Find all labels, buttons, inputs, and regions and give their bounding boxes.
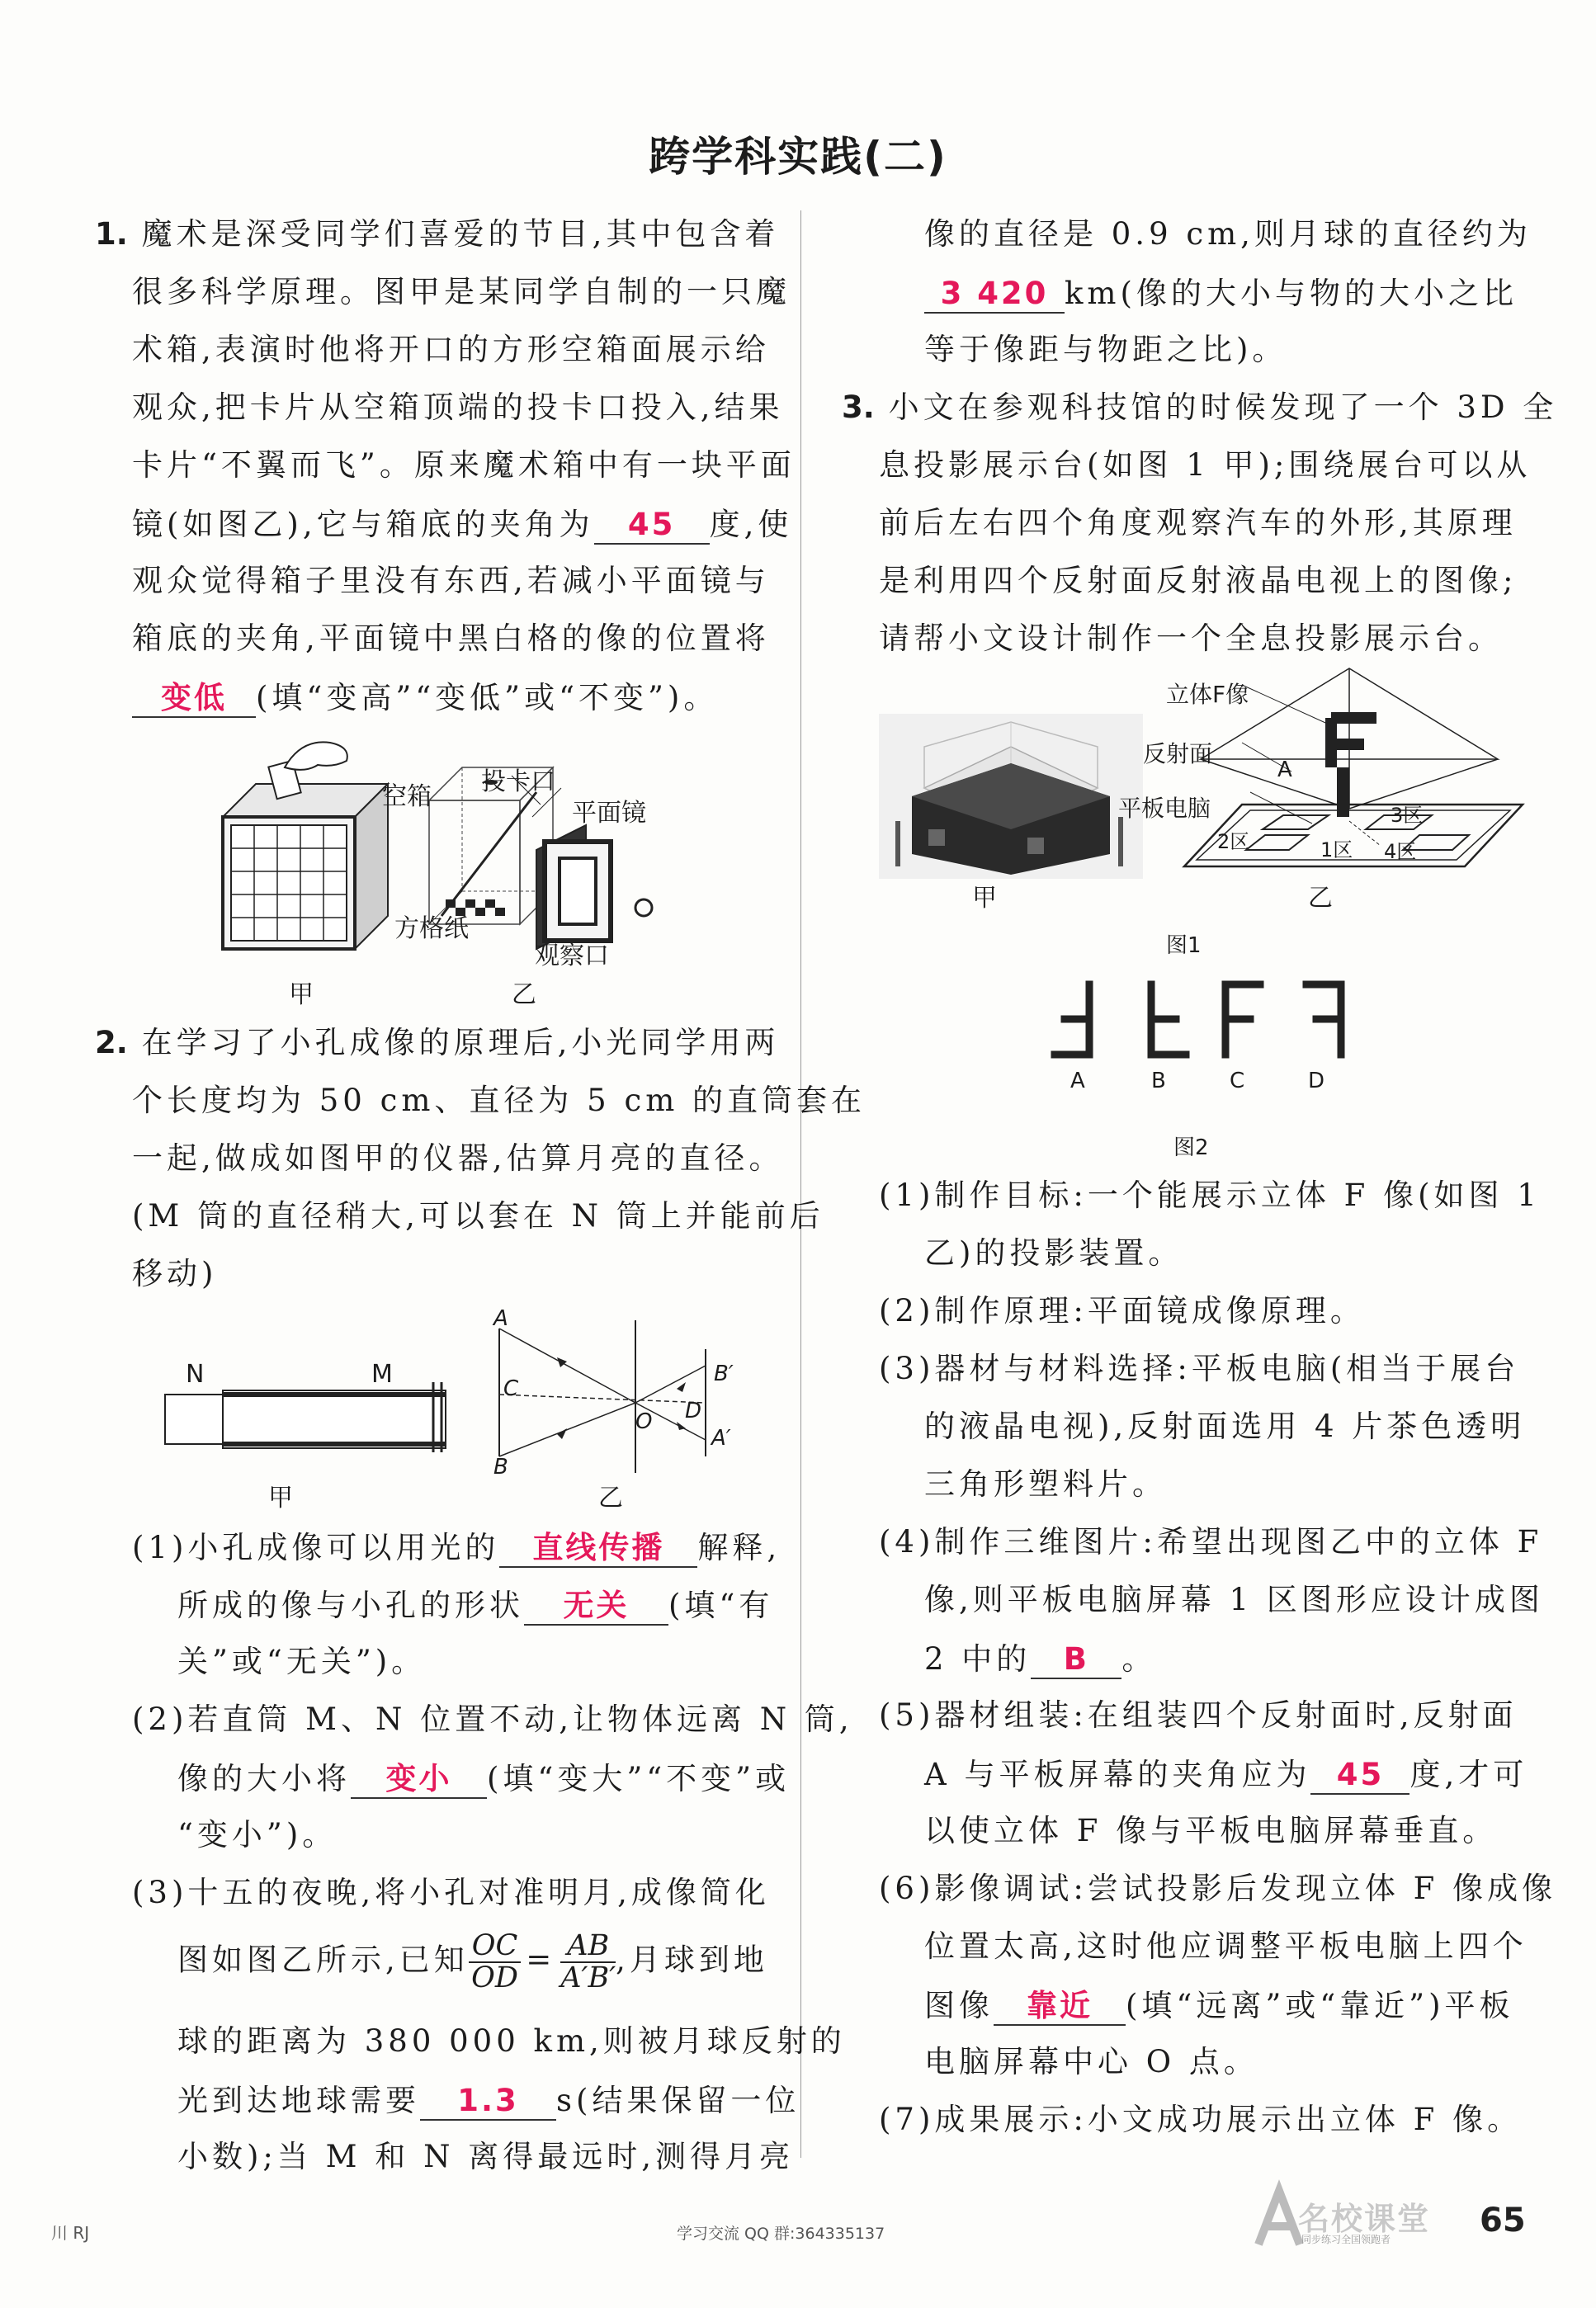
brand-logo bbox=[1250, 2187, 1473, 2249]
label-c: C bbox=[503, 1376, 519, 1401]
q2-line-4: (M 筒的直径稍大,可以套在 N 筒上并能前后 bbox=[132, 1198, 824, 1234]
q3-s6-line-3-end: (填“远离”或“靠近”)平板 bbox=[1126, 1988, 1514, 2023]
q2-line-5: 移动) bbox=[132, 1256, 218, 1291]
answer-blank: 变小 bbox=[351, 1762, 487, 1799]
q2-s3-line-2-end: ,月球到地 bbox=[616, 1942, 768, 1978]
q2-s3-line-1: (3)十五的夜晚,将小孔对准明月,成像简化 bbox=[132, 1875, 770, 1910]
q2-s1-line-1-end: 解释, bbox=[697, 1530, 781, 1565]
q2-line-3: 一起,做成如图甲的仪器,估算月亮的直径。 bbox=[132, 1140, 784, 1176]
label-o: O bbox=[635, 1409, 653, 1434]
q3-s4-line-2: 像,则平板电脑屏幕 1 区图形应设计成图 bbox=[924, 1582, 1544, 1617]
q2-s3-line-6: 像的直径是 0.9 cm,则月球的直径约为 bbox=[924, 216, 1532, 252]
q1-line-1: 魔术是深受同学们喜爱的节目,其中包含着 bbox=[141, 216, 780, 252]
label-a-prime: A′ bbox=[711, 1426, 731, 1451]
q3-s5-line-2: A 与平板屏幕的夹角应为 bbox=[924, 1757, 1311, 1792]
option-b-glyph bbox=[1151, 984, 1186, 1055]
q2-s3-line-4-end: s(结果保留一位 bbox=[556, 2083, 800, 2118]
option-c-label: C bbox=[1230, 1069, 1245, 1093]
option-d-label: D bbox=[1308, 1069, 1325, 1093]
figure-1-caption: 图1 bbox=[1166, 933, 1202, 958]
option-c-glyph bbox=[1225, 984, 1260, 1055]
question-number: 3. bbox=[842, 389, 875, 425]
q3-s4-line-3-end: 。 bbox=[1121, 1641, 1157, 1677]
q2-figure-pinhole-diagram bbox=[491, 1316, 755, 1481]
figure-2-caption: 图2 bbox=[1173, 1135, 1209, 1160]
q2-s1-line-2: 所成的像与小孔的形状 bbox=[177, 1588, 524, 1623]
answer-blank: 45 bbox=[1310, 1758, 1409, 1795]
q3-s2-line-1: (2)制作原理:平面镜成像原理。 bbox=[879, 1293, 1365, 1329]
q1-line-5: 卡片“不翼而飞”。原来魔术箱中有一块平面 bbox=[132, 447, 796, 483]
equals-sign: = bbox=[526, 1942, 556, 1978]
fraction-ab: $\frac{AB}{A'B'}$ bbox=[560, 1929, 616, 1994]
answer-blank: B bbox=[1031, 1642, 1121, 1679]
q3-s7-line-1: (7)成果展示:小文成功展示出立体 F 像。 bbox=[879, 2102, 1523, 2137]
q3-s6-line-2: 位置太高,这时他应调整平板电脑上四个 bbox=[924, 1928, 1528, 1964]
question-number: 2. bbox=[95, 1025, 128, 1060]
label-empty-box: 空箱 bbox=[382, 782, 432, 811]
q2-s3-line-5: 小数);当 M 和 N 离得最远时,测得月亮 bbox=[177, 2139, 794, 2174]
q3-s3-line-2: 的液晶电视),反射面选用 4 片茶色透明 bbox=[924, 1409, 1526, 1444]
q2-s3-line-4: 光到达地球需要 bbox=[177, 2083, 420, 2118]
q2-s2-line-3: “变小”)。 bbox=[177, 1817, 338, 1853]
label-grid-paper: 方格纸 bbox=[394, 914, 469, 943]
label-zone-1: 1区 bbox=[1320, 838, 1353, 861]
q1-figure-magic-box bbox=[206, 726, 718, 1007]
q1-line-2: 很多科学原理。图甲是某同学自制的一只魔 bbox=[132, 274, 791, 309]
brand-slogan: 同步练习全国领跑者 bbox=[1301, 2234, 1391, 2245]
q2-s3-line-3: 球的距离为 380 000 km,则被月球反射的 bbox=[177, 2023, 846, 2059]
answer-blank: 直线传播 bbox=[499, 1531, 697, 1568]
label-zone-2: 2区 bbox=[1217, 830, 1250, 853]
q2-s1-line-1: (1)小孔成像可以用光的 bbox=[132, 1530, 500, 1565]
label-reflective-surface: 反射面 bbox=[1143, 740, 1213, 767]
q3-s3-line-1: (3)器材与材料选择:平板电脑(相当于展台 bbox=[879, 1351, 1520, 1386]
q2-s3-line-8: 等于像距与物距之比)。 bbox=[924, 332, 1287, 367]
q1-line-7: 观众觉得箱子里没有东西,若减小平面镜与 bbox=[132, 563, 770, 598]
q2-figure-tubes bbox=[161, 1353, 458, 1452]
q3-s6-line-4: 电脑屏幕中心 O 点。 bbox=[924, 2044, 1258, 2079]
label-m-tube: M bbox=[371, 1360, 393, 1389]
label-a: A bbox=[493, 1306, 508, 1331]
footer-qq-group: 学习交流 QQ 群:364335137 bbox=[677, 2225, 885, 2243]
label-n-tube: N bbox=[186, 1360, 205, 1389]
q2-s2-line-2: 像的大小将 bbox=[177, 1761, 351, 1796]
answer-blank: 3 420 bbox=[924, 276, 1065, 314]
page-number: 65 bbox=[1480, 2202, 1526, 2240]
fraction-oc-od: $\frac{OC}{OD}$ bbox=[469, 1931, 521, 1994]
label-d: D bbox=[685, 1399, 702, 1423]
figure-caption-b: 乙 bbox=[598, 1484, 623, 1513]
q1-line-4: 观众,把卡片从空箱顶端的投卡口投入,结果 bbox=[132, 389, 784, 425]
q3-s3-line-3: 三角形塑料片。 bbox=[924, 1466, 1167, 1502]
label-plane-mirror: 平面镜 bbox=[572, 799, 646, 828]
answer-blank: 靠近 bbox=[994, 1989, 1126, 2026]
figure-caption-b: 乙 bbox=[512, 980, 536, 1009]
label-surface-a: A bbox=[1277, 758, 1292, 782]
question-number: 1. bbox=[95, 216, 128, 252]
q2-s1-line-2-end: (填“有 bbox=[668, 1588, 774, 1623]
column-divider bbox=[800, 210, 801, 2158]
q3-line-4: 是利用四个反射面反射液晶电视上的图像; bbox=[879, 563, 1518, 598]
q3-s5-line-2-end: 度,才可 bbox=[1409, 1757, 1528, 1792]
figure-caption-a: 甲 bbox=[268, 1484, 293, 1513]
answer-blank: 无关 bbox=[524, 1588, 668, 1626]
q3-line-5: 请帮小文设计制作一个全息投影展示台。 bbox=[879, 621, 1503, 656]
q1-line-9: (填“变高”“变低”或“不变”)。 bbox=[256, 680, 719, 715]
q1-line-6-end: 度,使 bbox=[709, 507, 793, 542]
label-observation-window: 观察口 bbox=[535, 942, 609, 970]
q2-s2-line-1: (2)若直筒 M、N 位置不动,让物体远离 N 筒, bbox=[132, 1702, 853, 1737]
q1-line-3: 术箱,表演时他将开口的方形空箱面展示给 bbox=[132, 332, 770, 367]
figure-1a-display-stand bbox=[879, 714, 1143, 879]
label-tablet: 平板电脑 bbox=[1118, 795, 1211, 822]
option-a-glyph bbox=[1055, 984, 1089, 1055]
q3-s6-line-3: 图像 bbox=[924, 1988, 994, 2023]
answer-blank: 变低 bbox=[132, 681, 256, 718]
figure-2-f-options bbox=[1048, 978, 1362, 1064]
q3-line-2: 息投影展示台(如图 1 甲);围绕展台可以从 bbox=[879, 447, 1532, 483]
q2-s3-line-2: 图如图乙所示,已知 bbox=[177, 1942, 469, 1978]
label-b: B bbox=[493, 1455, 508, 1480]
q3-s4-line-3: 2 中的 bbox=[924, 1641, 1032, 1677]
q3-s1-line-1: (1)制作目标:一个能展示立体 F 像(如图 1 bbox=[879, 1178, 1541, 1213]
label-b-prime: B′ bbox=[714, 1362, 734, 1386]
q3-s1-line-2: 乙)的投影装置。 bbox=[924, 1235, 1183, 1271]
figure-caption-a: 甲 bbox=[972, 884, 997, 913]
label-card-slot: 投卡口 bbox=[481, 767, 555, 796]
q2-line-1: 在学习了小孔成像的原理后,小光同学用两 bbox=[141, 1025, 780, 1060]
option-b-label: B bbox=[1151, 1069, 1166, 1093]
label-3d-f-image: 立体F像 bbox=[1166, 681, 1249, 708]
q3-line-3: 前后左右四个角度观察汽车的外形,其原理 bbox=[879, 505, 1517, 540]
figure-caption-a: 甲 bbox=[289, 980, 314, 1009]
q3-s6-line-1: (6)影像调试:尝试投影后发现立体 F 像成像 bbox=[879, 1871, 1557, 1906]
q3-s4-line-1: (4)制作三维图片:希望出现图乙中的立体 F bbox=[879, 1524, 1543, 1560]
label-zone-4: 4区 bbox=[1384, 840, 1417, 863]
page-title: 跨学科实践(二) bbox=[649, 133, 947, 181]
brand-name: 名校课堂 bbox=[1298, 2201, 1431, 2237]
q2-s2-line-2-end: (填“变大”“不变”或 bbox=[487, 1761, 791, 1796]
answer-blank: 1.3 bbox=[420, 2084, 556, 2121]
q2-s3-line-7: km(像的大小与物的大小之比 bbox=[1065, 276, 1518, 311]
q3-s5-line-3: 以使立体 F 像与平板电脑屏幕垂直。 bbox=[924, 1813, 1498, 1848]
label-zone-3: 3区 bbox=[1391, 804, 1424, 827]
q2-s1-line-3: 关”或“无关”)。 bbox=[177, 1644, 427, 1679]
q3-line-1: 小文在参观科技馆的时候发现了一个 3D 全 bbox=[888, 389, 1558, 425]
q1-line-6: 镜(如图乙),它与箱底的夹角为 bbox=[132, 507, 594, 542]
footer-edition: 川 RJ bbox=[51, 2223, 90, 2243]
q3-s5-line-1: (5)器材组装:在组装四个反射面时,反射面 bbox=[879, 1697, 1518, 1733]
q1-line-8: 箱底的夹角,平面镜中黑白格的像的位置将 bbox=[132, 621, 770, 656]
option-a-label: A bbox=[1070, 1069, 1085, 1093]
q2-line-2: 个长度均为 50 cm、直径为 5 cm 的直筒套在 bbox=[132, 1083, 866, 1118]
answer-blank: 45 bbox=[594, 507, 710, 545]
figure-caption-b: 乙 bbox=[1308, 884, 1333, 913]
option-d-glyph bbox=[1306, 984, 1341, 1055]
